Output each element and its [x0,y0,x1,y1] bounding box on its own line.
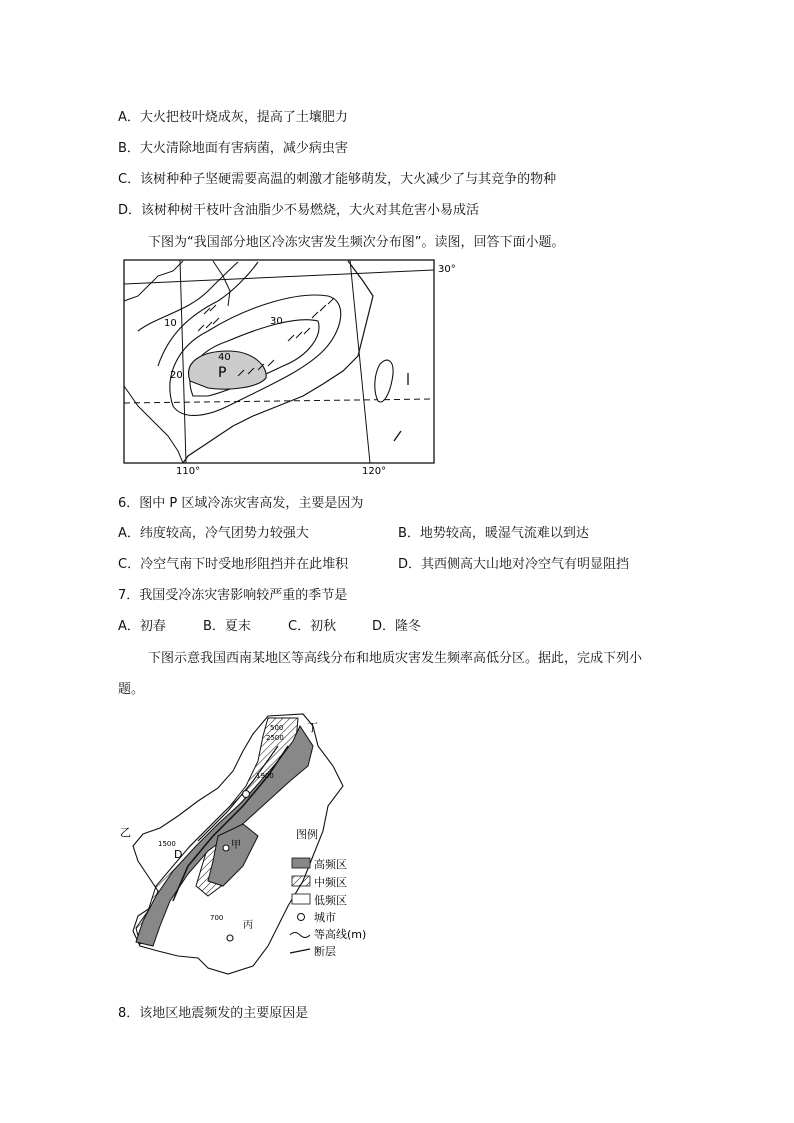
label-ding: 丁 [307,721,318,734]
contour-label-20: 20 [170,370,183,381]
legend-low: 低频区 [314,894,347,907]
q6-stem: 6．图中 P 区域冷冻灾害高发，主要是因为 [118,496,364,511]
contour-1900: 1900 [256,772,274,780]
geohazard-map [118,706,408,986]
q6-option-b: B．地势较高，暖湿气流难以到达 [398,526,589,541]
q6-option-a: A．纬度较高，冷气团势力较强大 [118,526,309,541]
q6-option-c: C．冷空气南下时受地形阻挡并在此堆积 [118,557,349,572]
contour-label-40: 40 [218,352,231,363]
q5-option-b: B．大火清除地面有害病菌，减少病虫害 [118,141,348,156]
legend-contour: 等高线(m) [314,928,367,941]
region-p-label: P [218,365,227,381]
lon-label-120: 120° [362,466,387,477]
contour-700: 700 [210,914,224,922]
q8-stem: 8．该地区地震频发的主要原因是 [118,1006,309,1021]
legend-medium: 中频区 [314,876,347,889]
contour-500: 500 [270,724,284,732]
legend-high: 高频区 [314,858,347,871]
q5-option-a: A．大火把枝叶烧成灰，提高了土壤肥力 [118,110,348,125]
intro-map1: 下图为“我国部分地区冷冻灾害发生频次分布图”。读图，回答下面小题。 [148,235,565,250]
legend-title: 图例 [296,828,318,841]
lon-label-110: 110° [176,466,201,477]
contour-2500: 2500 [266,734,284,742]
cold-disaster-map [118,256,478,478]
legend-fault: 断层 [314,945,336,958]
contour-label-30: 30 [270,316,283,327]
intro-map2-line2: 题。 [118,682,145,697]
q5-option-d: D．该树种树干枝叶含油脂少不易燃烧，大火对其危害小易成活 [118,203,480,218]
q7-option-b: B．夏末 [203,619,251,634]
q5-option-c: C．该树种种子坚硬需要高温的刺激才能够萌发，大火减少了与其竞争的物种 [118,172,557,187]
q7-option-d: D．隆冬 [372,619,422,634]
q7-option-a: A．初春 [118,619,166,634]
label-bing: 丙 [243,920,253,931]
legend-city: 城市 [314,911,336,924]
q7-option-c: C．初秋 [288,619,337,634]
contour-1500: 1500 [158,840,176,848]
label-d: D [174,848,183,861]
label-jia: 甲 [231,840,241,851]
lat-label: 30° [438,264,456,275]
q6-option-d: D．其西侧高大山地对冷空气有明显阻挡 [398,557,630,572]
q7-stem: 7．我国受冷冻灾害影响较严重的季节是 [118,588,348,603]
intro-map2-line1: 下图示意我国西南某地区等高线分布和地质灾害发生频率高低分区。据此，完成下列小 [148,651,643,666]
label-yi: 乙 [120,826,131,839]
contour-label-10: 10 [164,318,177,329]
